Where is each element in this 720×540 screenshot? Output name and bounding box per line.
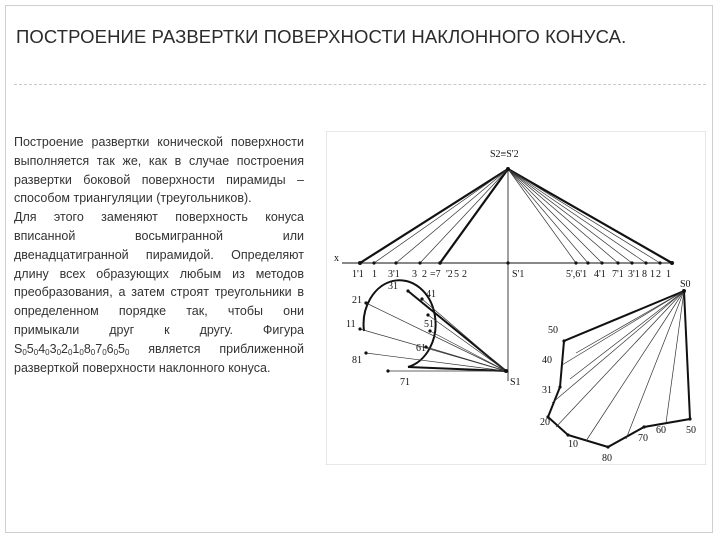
cone-drawing xyxy=(326,131,706,465)
cone-development-figure xyxy=(326,131,706,465)
body-text xyxy=(14,133,304,377)
label-dev-6: 60 xyxy=(656,425,666,436)
label-dev-7: 70 xyxy=(638,433,648,444)
label-x-axis: x xyxy=(334,253,339,264)
paragraph-1: Построение развертки конической поверхности выполняется так же, как в случае построения развертки боковой поверхности пирамиды – способом триангуляции (треугольников). xyxy=(14,135,304,206)
label-front-8: 8 xyxy=(642,269,647,280)
label-top-7: 71 xyxy=(400,377,410,388)
label-front-3prime-r: 3'1 xyxy=(628,269,640,280)
label-front-2b: 2 xyxy=(462,269,467,280)
label-front-2r: 2 xyxy=(656,269,661,280)
label-s1: S1 xyxy=(510,377,521,388)
label-front-1rr: 1 xyxy=(666,269,671,280)
label-front-eq7: =7 xyxy=(430,269,441,280)
label-front-2prime: '2 xyxy=(446,269,453,280)
label-s0: S0 xyxy=(680,279,691,290)
label-front-4prime: 4'1 xyxy=(594,269,606,280)
label-dev-2: 20 xyxy=(540,417,550,428)
label-dev-5: 50 xyxy=(548,325,558,336)
label-front-1prime: 1'1 xyxy=(352,269,364,280)
figure-notation: $S_05_04_03_02_01_08_07_06_05_0$ xyxy=(14,341,130,357)
label-front-5: 5 xyxy=(454,269,459,280)
label-dev-5b: 50 xyxy=(686,425,696,436)
label-front-7prime: 7'1 xyxy=(612,269,624,280)
title-divider xyxy=(14,84,706,85)
label-top-3: 31 xyxy=(388,281,398,292)
label-dev-4: 40 xyxy=(542,355,552,366)
paragraph-2: Для этого заменяют поверхность конуса вписанной восьмигранной или двенадцатигранной пирамидой. Определяют длину всех образующих любым из методов преобразования, а затем строят треугольники в определенном порядке так, чтобы они примыкали друг к другу. Фигура $S_05_04_03_02_01_08_07_06_05_0$ является приближенной разверткой поверхности наклонного конуса. xyxy=(14,210,304,375)
label-top-8: 81 xyxy=(352,355,362,366)
label-top-2: 21 xyxy=(352,295,362,306)
label-front-3prime: 3'1 xyxy=(388,269,400,280)
label-front-3: 3 xyxy=(412,269,417,280)
label-top-4: 41 xyxy=(426,289,436,300)
label-top-1: 11 xyxy=(346,319,356,330)
label-top-6: 61 xyxy=(416,343,426,354)
label-top-5: 51 xyxy=(424,319,434,330)
label-front-1: 1 xyxy=(372,269,377,280)
label-dev-8: 80 xyxy=(602,453,612,464)
label-front-5prime: 5',6'1 xyxy=(566,269,588,280)
slide-title: ПОСТРОЕНИЕ РАЗВЕРТКИ ПОВЕРХНОСТИ НАКЛОННОГО КОНУСА. xyxy=(16,26,627,47)
label-dev-1: 10 xyxy=(568,439,578,450)
label-dev-3: 31 xyxy=(542,385,552,396)
label-front-1r: 1 xyxy=(650,269,655,280)
label-front-2: 2 xyxy=(422,269,427,280)
label-apex: S2≡S'2 xyxy=(490,149,519,160)
label-s1-prime: S'1 xyxy=(512,269,525,280)
